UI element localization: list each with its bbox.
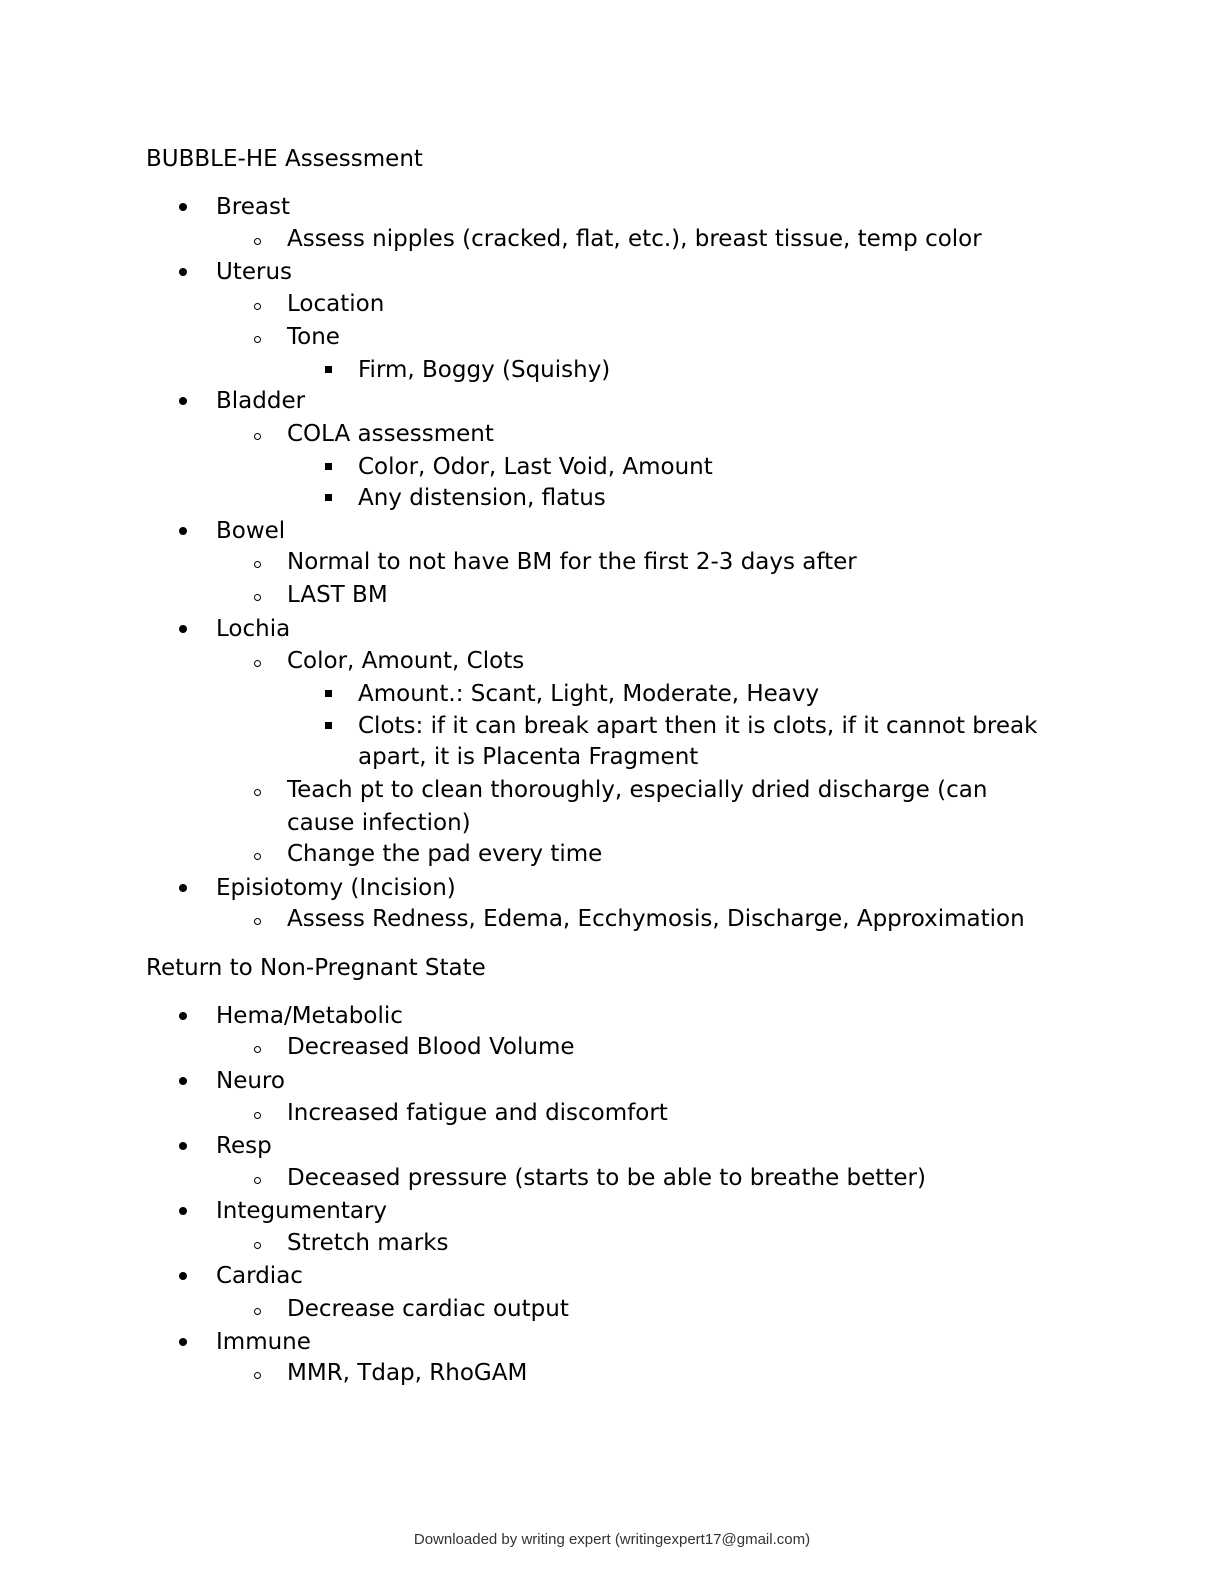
bullet-circle-icon — [254, 594, 261, 601]
bullet-square-icon — [325, 463, 332, 470]
item-text: Firm, Boggy (Squishy) — [358, 357, 611, 383]
item-label: Bowel — [216, 518, 286, 544]
item-text: Assess Redness, Edema, Ecchymosis, Discharge, Approximation — [287, 906, 1025, 932]
item-label: Immune — [216, 1329, 311, 1355]
bullet-circle-icon — [254, 660, 261, 667]
list-item — [287, 224, 982, 254]
list-item — [216, 192, 290, 222]
list-item — [287, 322, 340, 352]
bullet-circle-icon — [254, 1372, 261, 1379]
item-label: Resp — [216, 1133, 272, 1159]
item-text: Amount.: Scant, Light, Moderate, Heavy — [358, 681, 820, 707]
item-text: Color, Odor, Last Void, Amount — [358, 454, 713, 480]
list-item — [216, 516, 285, 546]
bullet-disc-icon — [179, 1077, 187, 1085]
download-footer: Downloaded by writing expert (writingexpert17@gmail.com) — [413, 1531, 811, 1548]
item-label: Neuro — [216, 1068, 285, 1094]
item-text: Color, Amount, Clots — [287, 648, 525, 674]
list-item — [358, 483, 606, 513]
item-label: Integumentary — [216, 1198, 388, 1224]
bullet-disc-icon — [179, 268, 187, 276]
list-item — [287, 289, 384, 319]
bullet-square-icon — [325, 366, 332, 373]
list-item — [216, 1261, 303, 1291]
section-title: Return to Non-Pregnant State — [146, 955, 486, 981]
item-label: Uterus — [216, 259, 293, 285]
item-label: Hema/Metabolic — [216, 1003, 403, 1029]
list-item — [358, 355, 610, 385]
list-item — [216, 386, 305, 416]
list-item — [287, 580, 388, 610]
item-label: Bladder — [216, 388, 306, 414]
list-item — [287, 904, 1025, 934]
item-label: Breast — [216, 194, 290, 220]
bullet-circle-icon — [254, 303, 261, 310]
bullet-disc-icon — [179, 1338, 187, 1346]
bullet-square-icon — [325, 722, 332, 729]
item-text: Deceased pressure (starts to be able to breathe better) — [287, 1165, 926, 1191]
list-item — [216, 1327, 311, 1357]
bullet-disc-icon — [179, 203, 187, 211]
list-item — [287, 1228, 449, 1258]
bullet-disc-icon — [179, 884, 187, 892]
item-text: Decrease cardiac output — [287, 1296, 569, 1322]
bullet-circle-icon — [254, 1308, 261, 1315]
item-text: Decreased Blood Volume — [287, 1034, 575, 1060]
item-continuation: apart, it is Placenta Fragment — [358, 744, 699, 770]
list-item — [287, 1032, 575, 1062]
list-item — [216, 873, 456, 903]
bullet-disc-icon — [179, 625, 187, 633]
list-item — [216, 257, 292, 287]
bullet-disc-icon — [179, 1272, 187, 1280]
bullet-disc-icon — [179, 1207, 187, 1215]
bullet-square-icon — [325, 494, 332, 501]
list-item — [287, 1098, 668, 1128]
list-item — [287, 839, 602, 869]
bullet-circle-icon — [254, 789, 261, 796]
list-item — [287, 646, 524, 676]
item-text: Location — [287, 291, 385, 317]
item-text: Clots: if it can break apart then it is clots, if it cannot break — [358, 713, 1038, 739]
list-item — [287, 1358, 527, 1388]
bullet-circle-icon — [254, 336, 261, 343]
item-text: Stretch marks — [287, 1230, 449, 1256]
list-item — [287, 775, 987, 805]
list-item — [358, 679, 819, 709]
item-text: Normal to not have BM for the first 2-3 days after — [287, 549, 857, 575]
bullet-circle-icon — [254, 1046, 261, 1053]
item-text: Assess nipples (cracked, flat, etc.), breast tissue, temp color — [287, 226, 982, 252]
item-text: COLA assessment — [287, 421, 494, 447]
list-item — [216, 1196, 387, 1226]
item-label: Cardiac — [216, 1263, 303, 1289]
list-item — [287, 419, 494, 449]
item-text: Teach pt to clean thoroughly, especially dried discharge (can — [287, 777, 988, 803]
bullet-disc-icon — [179, 1142, 187, 1150]
bullet-circle-icon — [254, 853, 261, 860]
item-label: Lochia — [216, 616, 291, 642]
list-item — [216, 1131, 272, 1161]
bullet-disc-icon — [179, 1012, 187, 1020]
section-title: BUBBLE-HE Assessment — [146, 146, 423, 172]
item-text: Any distension, flatus — [358, 485, 606, 511]
bullet-circle-icon — [254, 433, 261, 440]
bullet-circle-icon — [254, 238, 261, 245]
bullet-disc-icon — [179, 397, 187, 405]
item-text: Tone — [287, 324, 340, 350]
item-text: LAST BM — [287, 582, 388, 608]
list-item — [287, 547, 857, 577]
item-text: Increased fatigue and discomfort — [287, 1100, 668, 1126]
item-label: Episiotomy (Incision) — [216, 875, 456, 901]
bullet-circle-icon — [254, 1112, 261, 1119]
bullet-circle-icon — [254, 1242, 261, 1249]
bullet-disc-icon — [179, 527, 187, 535]
list-item — [216, 1001, 403, 1031]
item-continuation: cause infection) — [287, 810, 471, 836]
list-item — [287, 1294, 569, 1324]
bullet-square-icon — [325, 690, 332, 697]
bullet-circle-icon — [254, 918, 261, 925]
list-item — [358, 452, 713, 482]
list-item — [216, 1066, 285, 1096]
bullet-circle-icon — [254, 1177, 261, 1184]
list-item — [358, 711, 1037, 741]
item-text: MMR, Tdap, RhoGAM — [287, 1360, 528, 1386]
item-text: Change the pad every time — [287, 841, 603, 867]
list-item — [287, 1163, 926, 1193]
list-item — [216, 614, 290, 644]
bullet-circle-icon — [254, 561, 261, 568]
